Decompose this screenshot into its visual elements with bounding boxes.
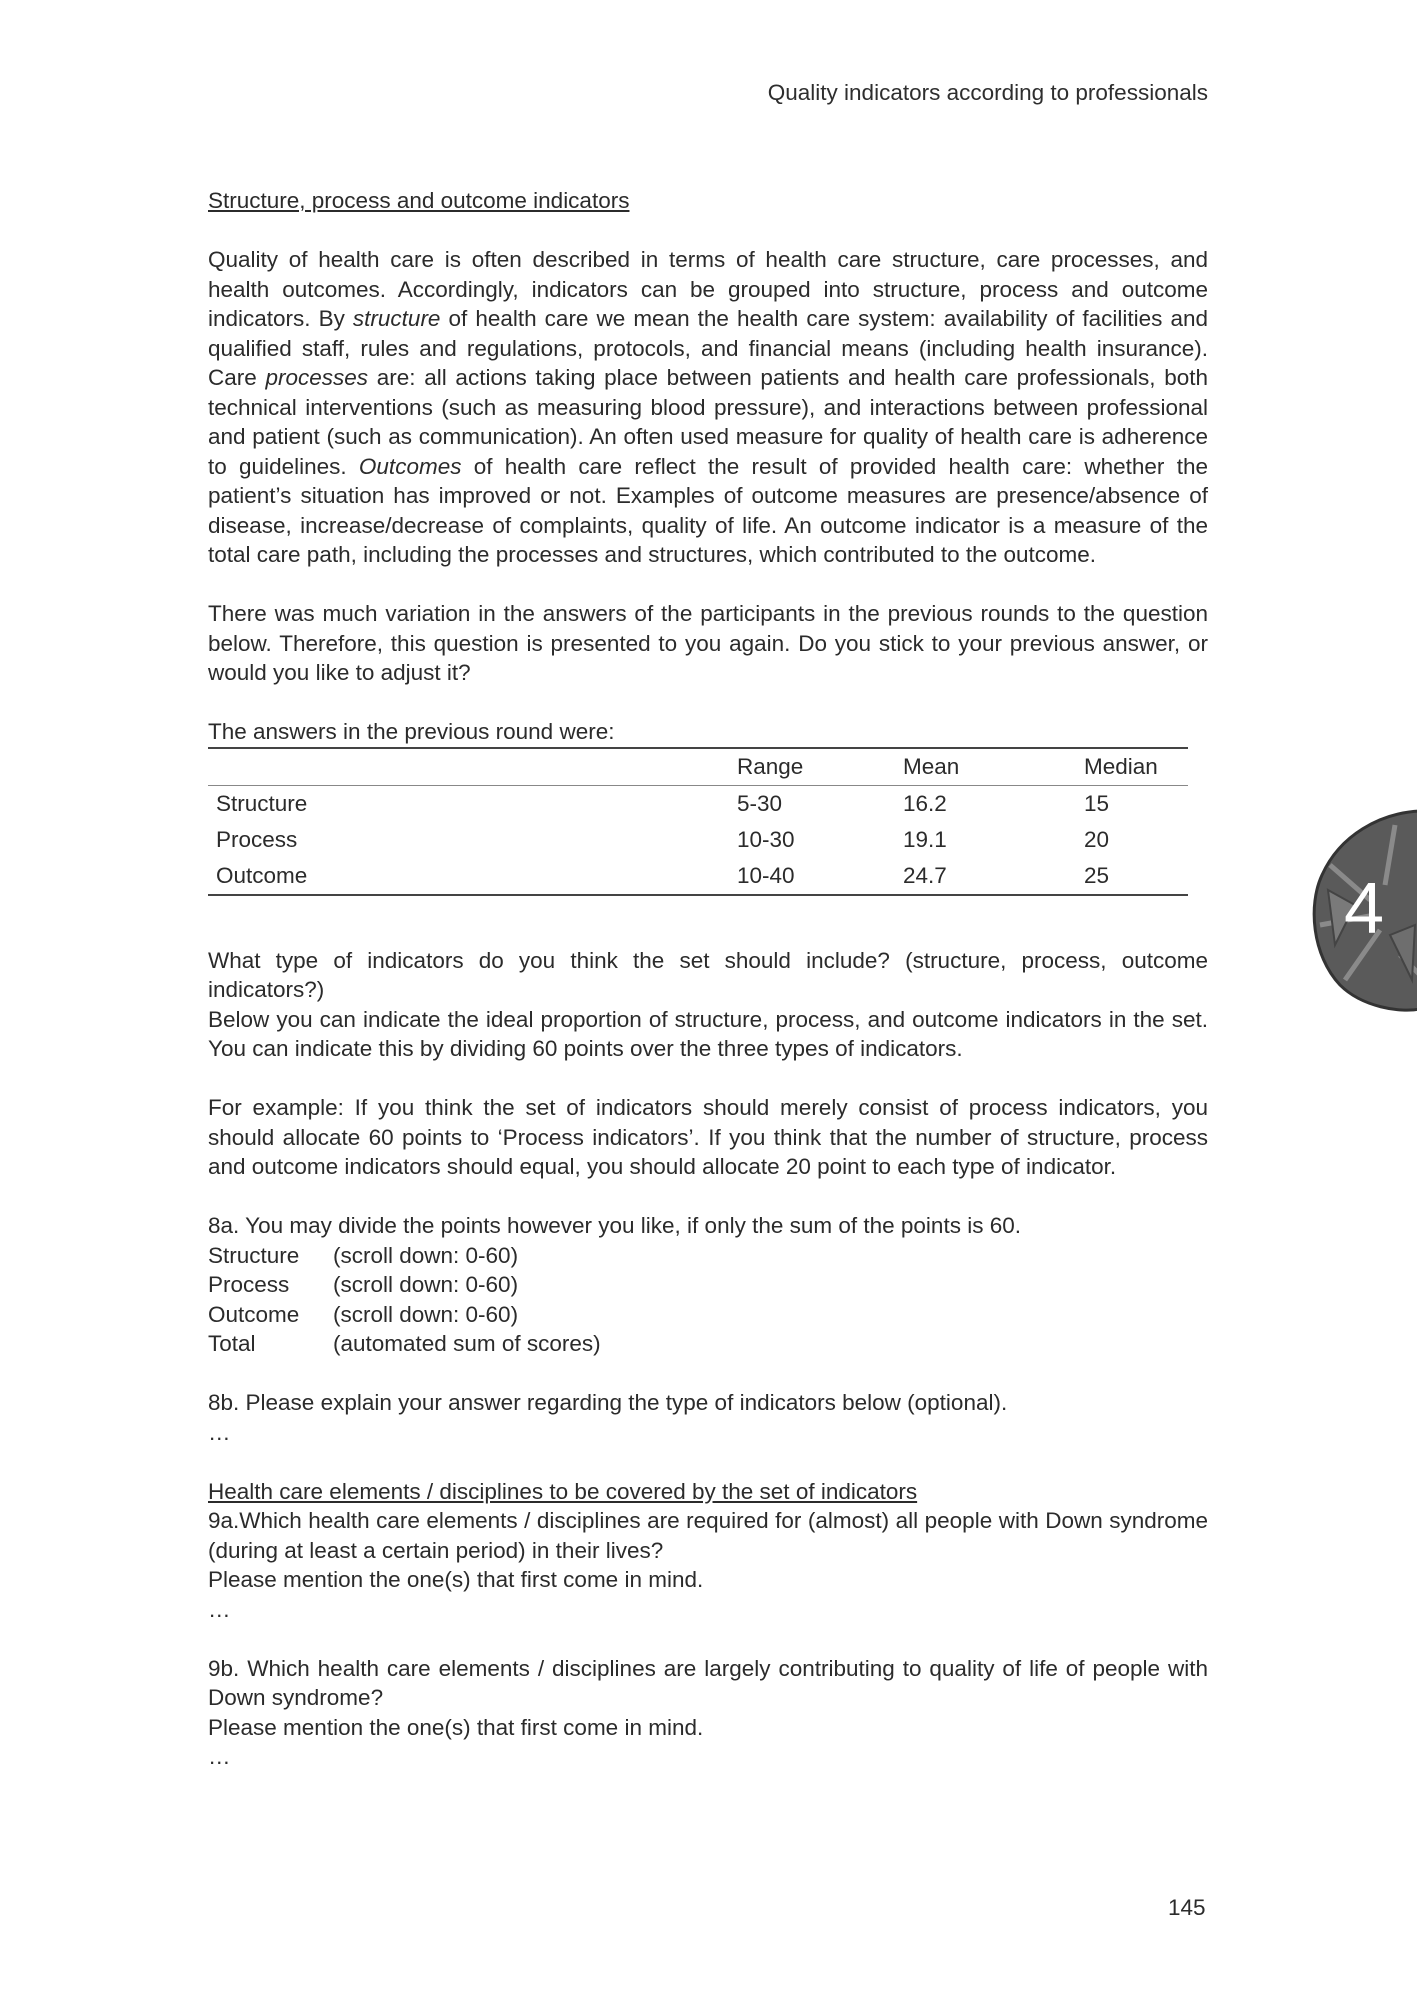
points-note: (scroll down: 0-60)	[333, 1242, 519, 1268]
italic-structure: structure	[352, 306, 441, 331]
points-label: Outcome	[208, 1301, 300, 1327]
instruction-mention-9b: Please mention the one(s) that first come in mind.	[208, 1714, 704, 1740]
answer-placeholder-9a: …	[208, 1596, 231, 1622]
table-cell: Outcome	[208, 858, 729, 895]
table-cell: 25	[1076, 858, 1188, 895]
question-8a: 8a. You may divide the points however you like, if only the sum of the points is 60.	[208, 1213, 1021, 1238]
table-row	[208, 858, 1188, 895]
points-row-process	[208, 1270, 1208, 1300]
table-cell: 15	[1084, 790, 1110, 816]
table-header-cell	[208, 748, 729, 786]
table-header-median: Median	[1076, 748, 1188, 786]
table-cell: 10-30	[737, 826, 795, 852]
table-cell: Structure	[216, 790, 308, 816]
answer-placeholder-8b: …	[208, 1419, 231, 1445]
points-row-outcome	[208, 1300, 1208, 1330]
table-header-mean: Mean	[895, 748, 1076, 786]
table-row	[208, 822, 1188, 858]
question-indicator-type: What type of indicators do you think the set should include? (structure, process, outcome indicators?)	[208, 947, 1208, 1002]
paragraph-example: For example: If you think the set of indicators should merely consist of process indicators, you should allocate 60 points to ‘Process indicators’. If you think that the number of structure, process and outcome indicators should equal, you should allocate 20 point to each type of indicator.	[208, 1095, 1208, 1179]
answer-placeholder-9b: …	[208, 1744, 231, 1769]
italic-processes: processes	[265, 365, 369, 390]
table-caption: The answers in the previous round were:	[208, 719, 615, 744]
running-header: Quality indicators according to professionals	[767, 80, 1208, 105]
section-heading-indicators: Structure, process and outcome indicators	[208, 188, 630, 213]
chapter-number: 4	[1343, 869, 1385, 949]
paragraph-quality-definition	[208, 245, 1208, 570]
instruction-proportion: Below you can indicate the ideal proportion of structure, process, and outcome indicators in the set. You can indicate this by dividing 60 points over the three types of indicators.	[208, 1006, 1208, 1061]
table-cell: 24.7	[895, 858, 1076, 895]
section-heading-disciplines: Health care elements / disciplines to be covered by the set of indicators	[208, 1478, 918, 1504]
points-label: Total	[208, 1331, 256, 1356]
chapter-badge	[1300, 805, 1417, 1015]
points-row-structure	[208, 1241, 1208, 1271]
table-cell: Process	[216, 826, 298, 852]
table-header-row	[208, 748, 1188, 786]
points-note: (scroll down: 0-60)	[333, 1301, 519, 1327]
question-9b: 9b. Which health care elements / disciplines are largely contributing to quality of life of people with Down syndrome?	[208, 1655, 1208, 1710]
table-header-range: Range	[729, 748, 895, 786]
text-span: Quality of health care is often described in terms of health care structure, care processes, and health outcomes. Accordingly, indicators can be grouped into structure, process and outcome indicators. By	[208, 247, 1208, 331]
page-number: 145	[1168, 1895, 1206, 1920]
paragraph-variation: There was much variation in the answers of the participants in the previous rounds to the question below. Therefore, this question is presented to you again. Do you stick to your previous answer, or would you like to adjust it?	[208, 601, 1208, 685]
italic-outcomes: Outcomes	[358, 453, 462, 479]
points-label: Process	[208, 1272, 290, 1297]
question-8b: 8b. Please explain your answer regarding the type of indicators below (optional).	[208, 1390, 1008, 1415]
table-cell: 10-40	[729, 858, 895, 895]
points-note: (scroll down: 0-60)	[333, 1272, 519, 1297]
question-9a: 9a.Which health care elements / disciplines are required for (almost) all people with Down syndrome (during at least a certain period) in their lives?	[208, 1508, 1208, 1563]
text-span: are: all actions taking place between patients and health care professionals, both technical interventions (such as measuring blood pressure), and interactions between professional and patient (such as communication). An often used measure for quality of health care is adherence to guidelines.	[208, 365, 1208, 479]
table-cell: 20	[1084, 826, 1110, 852]
table-cell: 16.2	[903, 790, 947, 816]
text-span: of health care reflect the result of provided health care: whether the patient’s situation has improved or not. Examples of outcome measures are presence/absence of disease, increase/decrease of complaints, quality of life. An outcome indicator is a measure of the total care path, including the processes and structures, which contributed to the outcome.	[208, 453, 1208, 567]
previous-round-table	[208, 747, 1188, 896]
page-content	[208, 186, 1208, 1772]
table-cell: 19.1	[903, 826, 947, 852]
points-note: (automated sum of scores)	[333, 1331, 601, 1356]
points-row-total	[208, 1329, 1208, 1359]
table-row	[208, 785, 1188, 822]
text-span: of health care we mean the health care system: availability of facilities and qualified staff, rules and regulations, protocols, and financial means (including health insurance). Care	[208, 306, 1209, 390]
table-cell: 5-30	[737, 790, 783, 816]
points-label: Structure	[208, 1242, 300, 1268]
instruction-mention-9a: Please mention the one(s) that first come in mind.	[208, 1567, 704, 1592]
chapter-badge-graphic	[1300, 805, 1417, 1015]
